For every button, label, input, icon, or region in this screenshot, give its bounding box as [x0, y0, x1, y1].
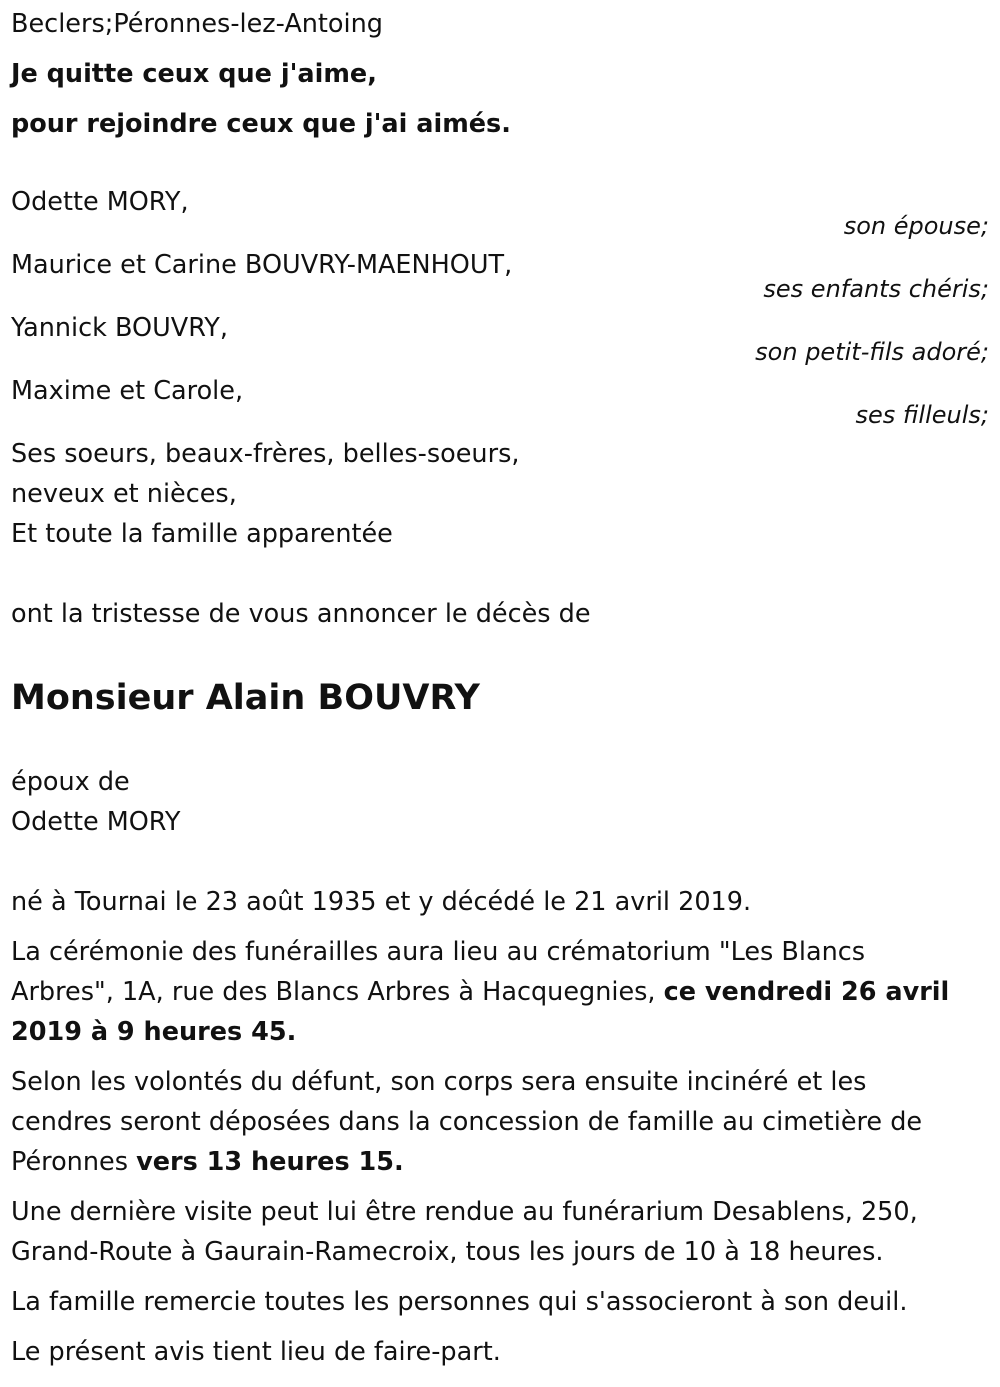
extended-family [11, 434, 989, 554]
quote-line-1: Je quitte ceux que j'aime, [11, 59, 377, 89]
visit-line-1: Une dernière visite peut lui être rendue au funérarium Desablens, 250, [11, 1197, 918, 1227]
family-line-2: neveux et nièces, [11, 479, 237, 509]
notice-paragraph [11, 1332, 989, 1372]
relative-entry [11, 245, 989, 308]
ceremony-paragraph [11, 932, 989, 1052]
cremation-line-1: Selon les volontés du défunt, son corps sera ensuite incinéré et les [11, 1067, 867, 1097]
thanks-line: La famille remercie toutes les personnes qui s'associeront à son deuil. [11, 1287, 908, 1317]
visit-paragraph [11, 1192, 989, 1272]
relative-relation: ses enfants chéris; [763, 275, 989, 303]
cremation-paragraph [11, 1062, 989, 1182]
birth-death-line: né à Tournai le 23 août 1935 et y décédé le 21 avril 2019. [11, 887, 752, 917]
spouse-block [11, 762, 989, 842]
place-line: Beclers;Péronnes-lez-Antoing [11, 9, 383, 39]
ceremony-time: 2019 à 9 heures 45. [11, 1017, 297, 1047]
relative-name: Odette MORY, [11, 187, 189, 217]
family-line-1: Ses soeurs, beaux-frères, belles-soeurs, [11, 439, 520, 469]
notice-line: Le présent avis tient lieu de faire-part. [11, 1337, 501, 1367]
relative-entry [11, 308, 989, 371]
obituary-notice [11, 4, 989, 1372]
relative-name: Yannick BOUVRY, [11, 313, 228, 343]
relative-name: Maxime et Carole, [11, 376, 244, 406]
relative-relation: son petit-fils adoré; [755, 338, 989, 366]
relative-entry [11, 371, 989, 434]
relative-relation: son épouse; [843, 212, 989, 240]
visit-line-2: Grand-Route à Gaurain-Ramecroix, tous les jours de 10 à 18 heures. [11, 1237, 884, 1267]
ceremony-date: ce vendredi 26 avril [663, 977, 950, 1007]
spouse-line-1: époux de [11, 767, 130, 797]
relatives-list [11, 182, 989, 434]
deceased-name: Monsieur Alain BOUVRY [11, 678, 480, 718]
cremation-line-3 [11, 1142, 989, 1182]
family-line-3: Et toute la famille apparentée [11, 519, 393, 549]
ceremony-line-1: La cérémonie des funérailles aura lieu au crématorium "Les Blancs [11, 937, 866, 967]
cremation-time: vers 13 heures 15. [136, 1147, 404, 1177]
spouse-line-2: Odette MORY [11, 807, 181, 837]
relative-name: Maurice et Carine BOUVRY-MAENHOUT, [11, 250, 513, 280]
relative-entry [11, 182, 989, 245]
ceremony-line-2 [11, 972, 989, 1012]
thanks-paragraph [11, 1282, 989, 1322]
announcement: ont la tristesse de vous annoncer le décès de [11, 599, 591, 629]
quote-line-2: pour rejoindre ceux que j'ai aimés. [11, 109, 511, 139]
cremation-line-2: cendres seront déposées dans la concession de famille au cimetière de [11, 1107, 923, 1137]
ceremony-location: Arbres", 1A, rue des Blancs Arbres à Hacquegnies, [11, 977, 664, 1007]
cremation-place: Péronnes [11, 1147, 137, 1177]
relative-relation: ses filleuls; [855, 401, 989, 429]
